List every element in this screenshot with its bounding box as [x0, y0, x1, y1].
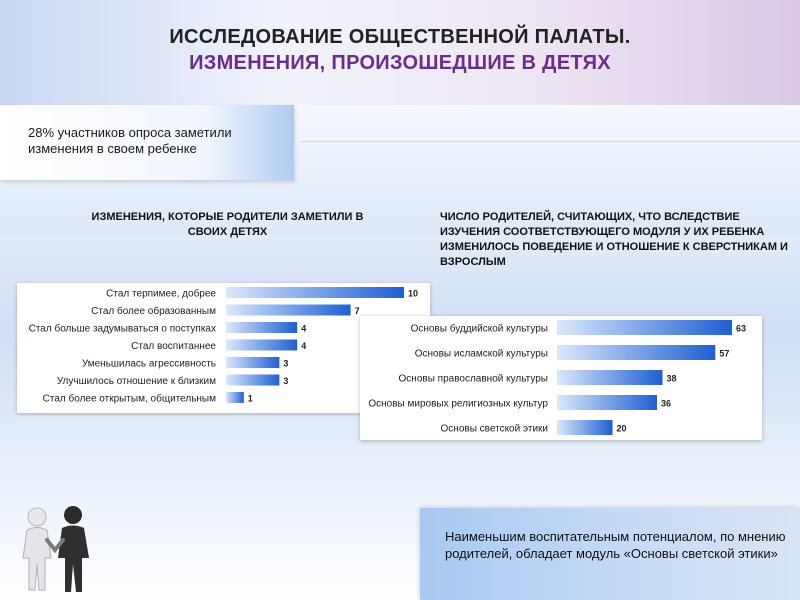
changes-chart-bar [226, 305, 351, 316]
changes-chart-bar [226, 287, 404, 298]
page-subtitle: ИЗМЕНЕНИЯ, ПРОИЗОШЕДШИЕ В ДЕТЯХ [189, 52, 611, 74]
changes-chart-bar [226, 340, 297, 351]
modules-chart-bar [557, 320, 732, 335]
changes-chart-value-label: 1 [247, 393, 253, 404]
chart-modules-svg [360, 316, 762, 440]
changes-chart-bar [226, 357, 279, 368]
changes-chart-bar [226, 375, 279, 386]
conclusion-box [420, 508, 800, 600]
modules-chart-bar [557, 395, 657, 410]
modules-chart-value-label: 20 [616, 423, 627, 434]
modules-chart-value-label: 63 [736, 323, 747, 334]
chart-title-modules: ЧИСЛО РОДИТЕЛЕЙ, СЧИТАЮЩИХ, ЧТО ВСЛЕДСТВИЕ ИЗУЧЕНИЯ СООТВЕТСТВУЮЩЕГО МОДУЛЯ У ИХ РЕБЕНКА ИЗМЕНИЛОСЬ ПОВЕДЕНИЕ И ОТНОШЕНИЕ К СВЕРСТНИКАМ И ВЗРОСЛЫМ [440, 211, 788, 268]
modules-chart-value-label: 38 [666, 373, 677, 384]
changes-chart-value-label: 4 [301, 323, 307, 334]
chart-modules [360, 316, 762, 440]
changes-chart-value-label: 3 [283, 358, 289, 369]
divider [300, 141, 800, 142]
changes-chart-bar [226, 392, 244, 403]
modules-chart-value-label: 36 [661, 398, 672, 409]
info-box-participants [0, 105, 294, 180]
handshake-figures-image [15, 500, 95, 595]
modules-chart-category-label: Основы светской этики [440, 423, 548, 435]
changes-chart-value-label: 10 [408, 288, 419, 299]
conclusion-text: Наименьшим воспитательным потенциалом, по мнению родителей, обладает модуль «Основы светской этики» [445, 529, 786, 561]
modules-chart-category-label: Основы исламской культуры [414, 348, 548, 360]
modules-chart-category-label: Основы буддийской культуры [410, 323, 548, 335]
changes-chart-category-label: Уменьшилась агрессивность [81, 358, 216, 370]
chart-title-changes: ИЗМЕНЕНИЯ, КОТОРЫЕ РОДИТЕЛИ ЗАМЕТИЛИ В СВОИХ ДЕТЯХ [91, 211, 364, 238]
modules-chart-bar [557, 345, 715, 360]
changes-chart-value-label: 3 [283, 376, 289, 386]
modules-chart-bar [557, 370, 663, 385]
changes-chart-category-label: Стал терпимее, добрее [106, 288, 216, 300]
changes-chart-category-label: Улучшилось отношение к близким [56, 376, 216, 387]
changes-chart-bar [226, 322, 297, 333]
modules-chart-category-label: Основы мировых религиозных культур [368, 398, 548, 410]
changes-chart-category-label: Стал более образованным [91, 306, 216, 317]
modules-chart-value-label: 57 [719, 348, 730, 359]
info-box-text: 28% участников опроса заметили изменения в своем ребенке [28, 125, 232, 156]
changes-chart-value-label: 7 [354, 306, 360, 316]
page-title: ИССЛЕДОВАНИЕ ОБЩЕСТВЕННОЙ ПАЛАТЫ. [169, 26, 631, 48]
modules-chart-bar [557, 420, 613, 435]
changes-chart-category-label: Стал больше задумываться о поступках [28, 323, 216, 335]
modules-chart-category-label: Основы православной культуры [398, 373, 548, 385]
changes-chart-value-label: 4 [301, 341, 307, 351]
changes-chart-category-label: Стал более открытым, общительным [42, 393, 216, 405]
changes-chart-category-label: Стал воспитаннее [131, 341, 216, 352]
